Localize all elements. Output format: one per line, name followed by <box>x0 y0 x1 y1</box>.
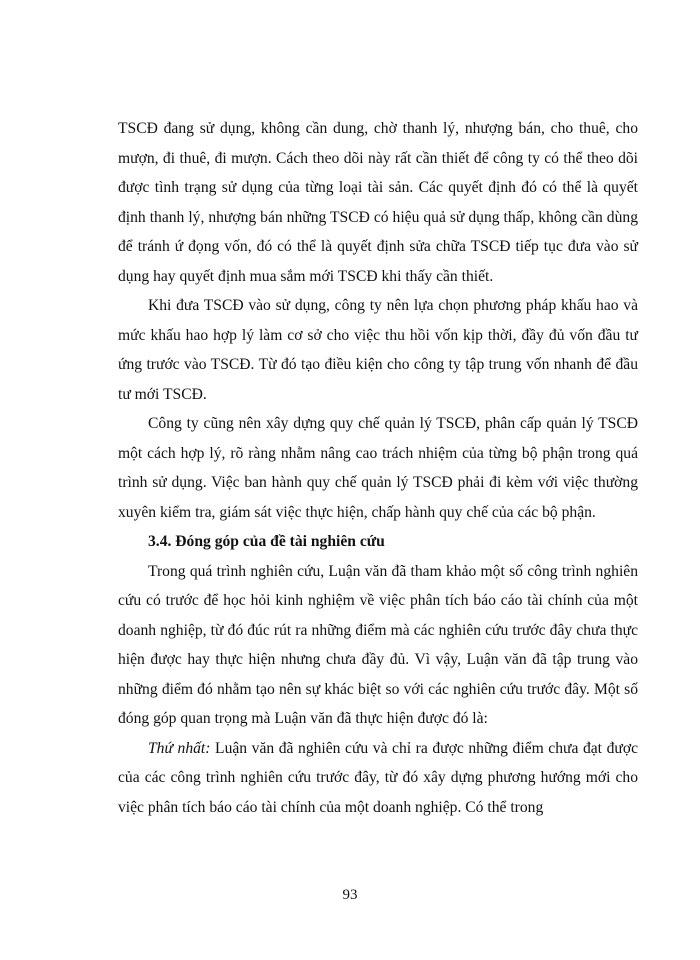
paragraph-depreciation: Khi đưa TSCĐ vào sử dụng, công ty nên lựa chọn phương pháp khấu hao và mức khấu hao hợp lý làm cơ sở cho việc thu hồi vốn kịp thời, đầy đủ vốn đầu tư ứng trước vào TSCĐ. Từ đó tạo điều kiện cho công ty tập trung vốn nhanh để đầu tư mới TSCĐ. <box>118 297 638 403</box>
first-contribution-lead: Thứ nhất: <box>148 739 211 757</box>
body-text <box>118 114 638 822</box>
paragraph-regulation: Công ty cũng nên xây dựng quy chế quản lý TSCĐ, phân cấp quản lý TSCĐ một cách hợp lý, rõ ràng nhằm nâng cao trách nhiệm của từng bộ phận trong quá trình sử dụng. Việc ban hành quy chế quản lý TSCĐ phải đi kèm với việc thường xuyên kiểm tra, giám sát việc thực hiện, chấp hành quy chế của các bộ phận. <box>118 415 638 521</box>
paragraph-continuation: TSCĐ đang sử dụng, không cần dung, chờ thanh lý, nhượng bán, cho thuê, cho mượn, đi thuê, đi mượn. Cách theo dõi này rất cần thiết để công ty có thể theo dõi được tình trạng sử dụng của từng loại tài sản. Các quyết định đó có thể là quyết định thanh lý, nhượng bán những TSCĐ có hiệu quả sử dụng thấp, không cần dùng để tránh ứ đọng vốn, đó có thể là quyết định sửa chữa TSCĐ tiếp tục đưa vào sử dụng hay quyết định mua sắm mới TSCĐ khi thấy cần thiết. <box>118 120 638 285</box>
first-contribution-text: Luận văn đã nghiên cứu và chỉ ra được những điểm chưa đạt được của các công trình nghiên cứu trước đây, từ đó xây dựng phương hướng mới cho việc phân tích báo cáo tài chính của một doanh nghiệp. Có thể trong <box>118 739 638 816</box>
section-heading: 3.4. Đóng góp của đề tài nghiên cứu <box>148 533 385 550</box>
paragraph-first-contribution <box>118 734 638 823</box>
paragraph-contribution-intro: Trong quá trình nghiên cứu, Luận văn đã tham khảo một số công trình nghiên cứu có trước để học hỏi kinh nghiệm về việc phân tích báo cáo tài chính của một doanh nghiệp, từ đó đúc rút ra những điểm mà các nghiên cứu trước đây chưa thực hiện được hay thực hiện nhưng chưa đầy đủ. Vì vậy, Luận văn đã tập trung vào những điểm đó nhằm tạo nên sự khác biệt so với các nghiên cứu trước đây. Một số đóng góp quan trọng mà Luận văn đã thực hiện được đó là: <box>118 562 638 727</box>
page-number: 93 <box>342 887 358 903</box>
